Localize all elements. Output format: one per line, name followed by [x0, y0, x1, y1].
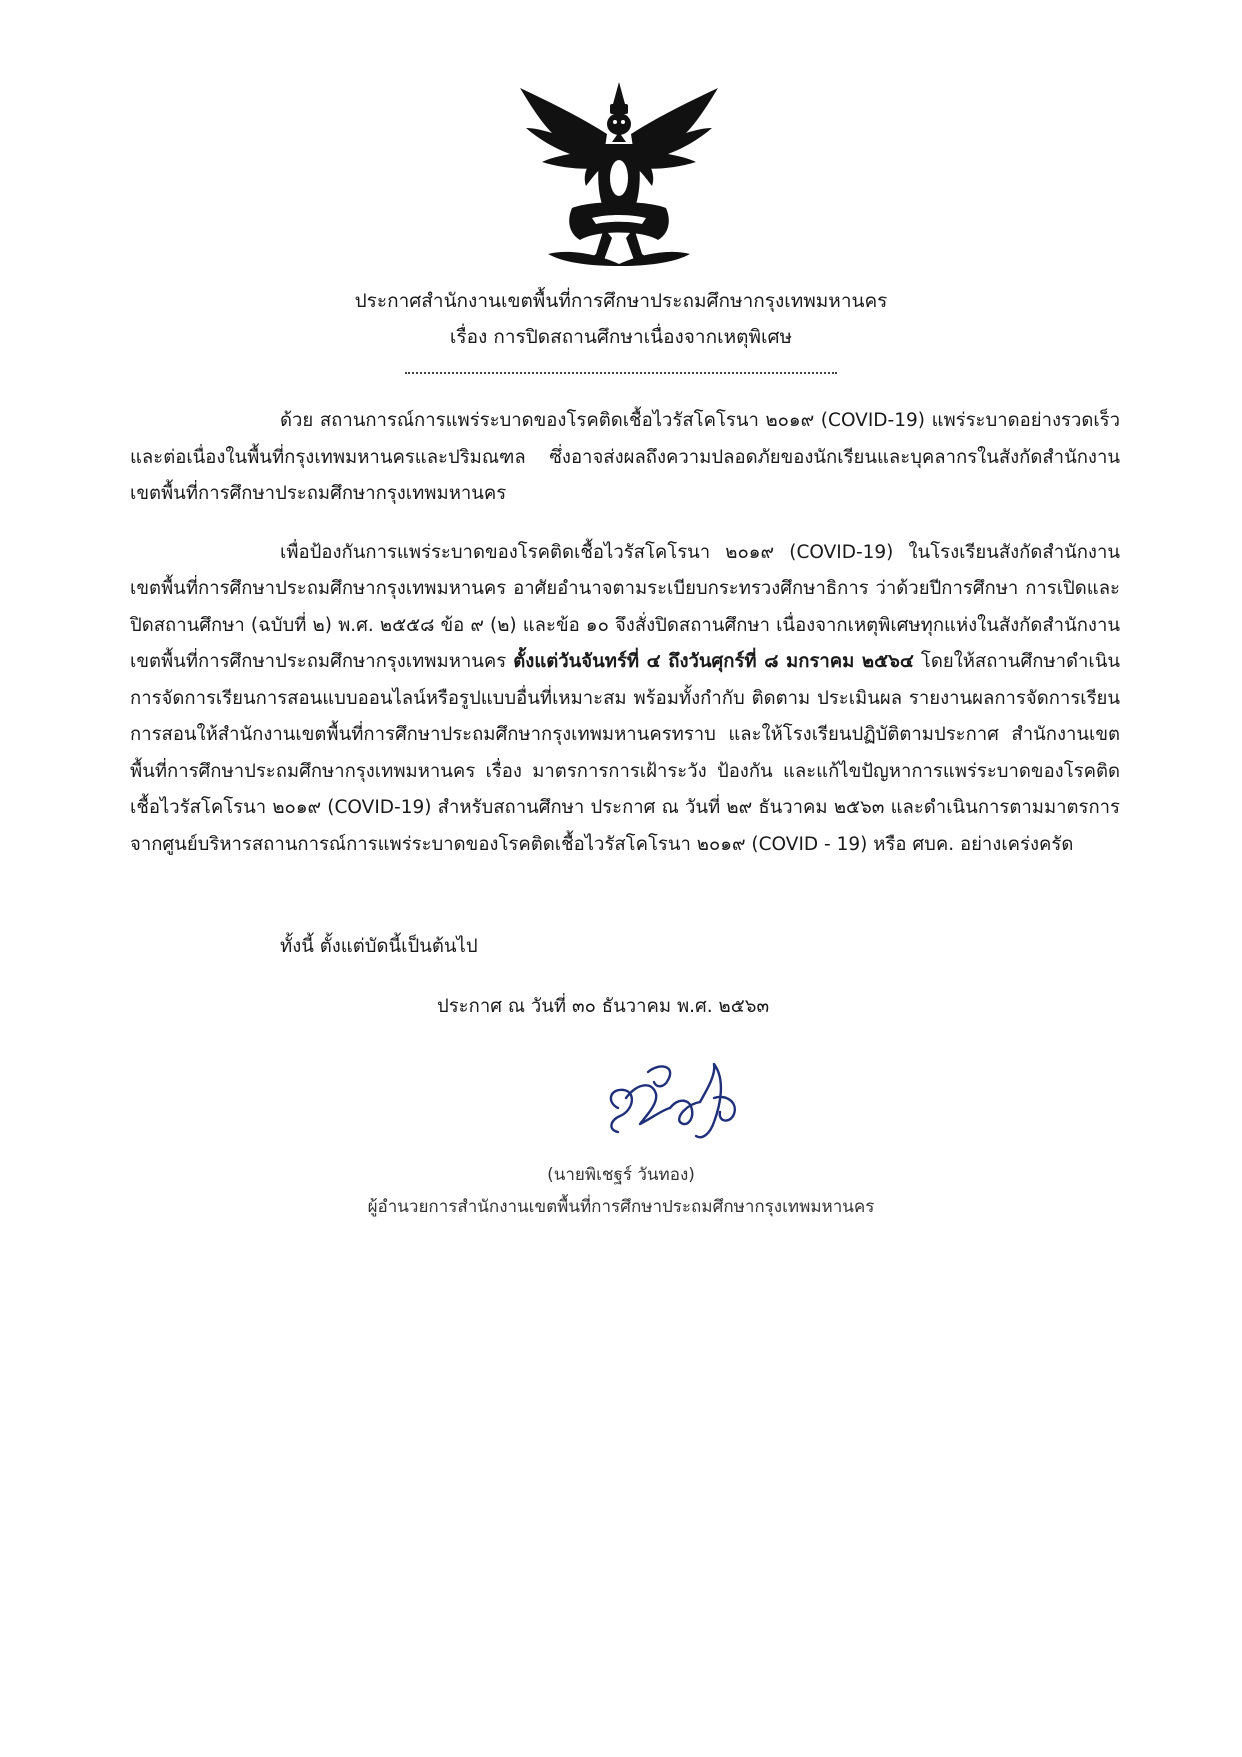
announcement-subject: เรื่อง การปิดสถานศึกษาเนื่องจากเหตุพิเศษ [449, 326, 793, 348]
effective-clause: ทั้งนี้ ตั้งแต่บัดนี้เป็นต้นไป [280, 936, 478, 957]
dotted-divider [405, 372, 837, 374]
announcement-title: ประกาศสำนักงานเขตพื้นที่การศึกษาประถมศึกษากรุงเทพมหานคร [354, 290, 888, 312]
handwritten-signature [596, 1058, 761, 1153]
signer-position: ผู้อำนวยการสำนักงานเขตพื้นที่การศึกษาประถมศึกษากรุงเทพมหานคร [367, 1197, 875, 1217]
announcement-body [130, 403, 1120, 863]
garuda-emblem-icon [512, 78, 727, 268]
closure-period: ตั้งแต่วันจันทร์ที่ ๔ ถึงวันศุกร์ที่ ๘ มกราคม ๒๕๖๔ [513, 651, 914, 672]
paragraph-measures [130, 535, 1120, 864]
paragraph-situation: ด้วย สถานการณ์การแพร่ระบาดของโรคติดเชื้อไวรัสโคโรนา ๒๐๑๙ (COVID-19) แพร่ระบาดอย่างรวดเร็วและต่อเนื่องในพื้นที่กรุงเทพมหานครและปริมณฑล ซึ่งอาจส่งผลถึงความปลอดภัยของนักเรียนและบุคลากรในสังกัดสำนักงานเขตพื้นที่การศึกษาประถมศึกษากรุงเทพมหานคร [130, 410, 1120, 504]
measures-text-start: เพื่อป้องกันการแพร่ระบาดของโรคติดเชื้อไวรัสโคโรนา ๒๐๑๙ (COVID-19) ในโรงเรียนสังกัดสำนักงานเขตพื้นที่การศึกษาประถมศึกษากรุงเทพมหานคร อาศัยอำนาจตามระเบียบกระทรวงศึกษาธิการ ว่าด้วยปีการศึกษา การเปิดและปิดสถานศึกษา (ฉบับที่ ๒) พ.ศ. ๒๕๕๘ ข้อ ๙ (๒) และข้อ ๑๐ จึงสั่งปิดสถานศึกษา เนื่องจากเหตุพิเศษทุกแห่งในสังกัดสำนักงานเขตพื้นที่การศึกษาประถมศึกษากรุงเทพมหานคร [130, 541, 1120, 672]
announcement-date: ประกาศ ณ วันที่ ๓๐ ธันวาคม พ.ศ. ๒๕๖๓ [437, 996, 770, 1017]
measures-text-end: โดยให้สถานศึกษาดำเนินการจัดการเรียนการสอนแบบออนไลน์หรือรูปแบบอื่นที่เหมาะสม พร้อมทั้งกำกับ ติดตาม ประเมินผล รายงานผลการจัดการเรียนการสอนให้สำนักงานเขตพื้นที่การศึกษาประถมศึกษากรุงเทพมหานครทราบ และให้โรงเรียนปฏิบัติตามประกาศ สำนักงานเขตพื้นที่การศึกษาประถมศึกษากรุงเทพมหานคร เรื่อง มาตรการการเฝ้าระวัง ป้องกัน และแก้ไขปัญหาการแพร่ระบาดของโรคติดเชื้อไวรัสโคโรนา ๒๐๑๙ (COVID-19) สำหรับสถานศึกษา ประกาศ ณ วันที่ ๒๙ ธันวาคม ๒๕๖๓ และดำเนินการตามมาตรการจากศูนย์บริหารสถานการณ์การแพร่ระบาดของโรคติดเชื้อไวรัสโคโรนา ๒๐๑๙ (COVID - 19) หรือ ศบค. อย่างเคร่งครัด [130, 651, 1120, 855]
signer-name: (นายพิเชฐร์ วันทอง) [547, 1165, 695, 1185]
